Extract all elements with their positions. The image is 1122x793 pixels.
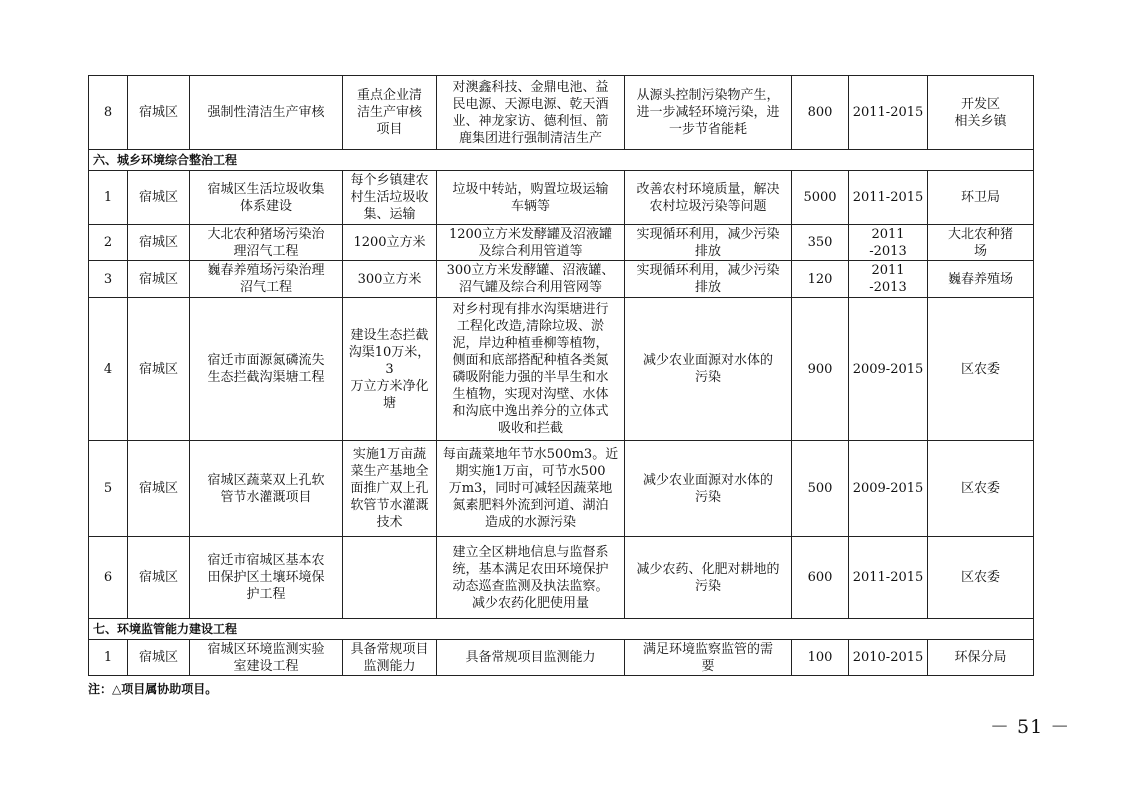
row-number: 1: [89, 171, 128, 225]
district-cell: 宿城区: [128, 76, 190, 150]
scale-cell: 300立方米: [343, 261, 437, 298]
section-title: 六、城乡环境综合整治工程: [89, 150, 1034, 171]
scale-cell: 实施1万亩蔬 菜生产基地全 面推广双上孔 软管节水灌溉 技术: [343, 441, 437, 537]
period-cell: 2009-2015: [849, 441, 928, 537]
content-cell: 每亩蔬菜地年节水500m3。近 期实施1万亩，可节水500 万m3，同时可减轻因蔬菜地 氮素肥料外流到河道、湖泊 造成的水源污染: [437, 441, 625, 537]
period-cell: 2011 -2013: [849, 225, 928, 261]
investment-cell: 500: [792, 441, 849, 537]
section-header-row: [89, 619, 1034, 640]
row-number: 6: [89, 537, 128, 619]
district-cell: 宿城区: [128, 640, 190, 676]
effect-cell: 实现循环利用，减少污染 排放: [625, 225, 792, 261]
effect-cell: 减少农业面源对水体的 污染: [625, 298, 792, 441]
row-number: 2: [89, 225, 128, 261]
district-cell: 宿城区: [128, 225, 190, 261]
content-cell: 1200立方米发酵罐及沼液罐 及综合利用管道等: [437, 225, 625, 261]
responsible-unit-cell: 环保分局: [928, 640, 1034, 676]
investment-cell: 800: [792, 76, 849, 150]
scale-cell: 具备常规项目 监测能力: [343, 640, 437, 676]
investment-cell: 350: [792, 225, 849, 261]
period-cell: 2010-2015: [849, 640, 928, 676]
scale-cell: 重点企业清 洁生产审核 项目: [343, 76, 437, 150]
row-number: 5: [89, 441, 128, 537]
period-cell: 2011-2015: [849, 76, 928, 150]
effect-cell: 实现循环利用，减少污染 排放: [625, 261, 792, 298]
responsible-unit-cell: 大北农种猪 场: [928, 225, 1034, 261]
table-row: [89, 537, 1034, 619]
content-cell: 具备常规项目监测能力: [437, 640, 625, 676]
table-row: [89, 261, 1034, 298]
content-cell: 建立全区耕地信息与监督系 统，基本满足农田环境保护 动态巡查监测及执法监察。 减少农药化肥使用量: [437, 537, 625, 619]
table-row: [89, 640, 1034, 676]
table-row: [89, 441, 1034, 537]
project-name-cell: 宿迁市面源氮磷流失 生态拦截沟渠塘工程: [190, 298, 343, 441]
row-number: 4: [89, 298, 128, 441]
responsible-unit-cell: 环卫局: [928, 171, 1034, 225]
row-number: 3: [89, 261, 128, 298]
district-cell: 宿城区: [128, 537, 190, 619]
period-cell: 2011 -2013: [849, 261, 928, 298]
investment-cell: 120: [792, 261, 849, 298]
scale-cell: 1200立方米: [343, 225, 437, 261]
table-row: [89, 298, 1034, 441]
table-footnote: 注：△项目属协助项目。: [88, 682, 218, 696]
content-cell: 300立方米发酵罐、沼液罐、 沼气罐及综合利用管网等: [437, 261, 625, 298]
content-cell: 垃圾中转站，购置垃圾运输 车辆等: [437, 171, 625, 225]
section-title: 七、环境监管能力建设工程: [89, 619, 1034, 640]
table-row: [89, 76, 1034, 150]
table-row: [89, 225, 1034, 261]
period-cell: 2011-2015: [849, 171, 928, 225]
content-cell: 对澳鑫科技、金鼎电池、益 民电源、天源电源、乾天酒 业、神龙家访、德利恒、箭 鹿集团进行强制清洁生产: [437, 76, 625, 150]
project-name-cell: 宿城区环境监测实验 室建设工程: [190, 640, 343, 676]
project-name-cell: 宿城区生活垃圾收集 体系建设: [190, 171, 343, 225]
effect-cell: 减少农药、化肥对耕地的 污染: [625, 537, 792, 619]
responsible-unit-cell: 巍春养殖场: [928, 261, 1034, 298]
project-name-cell: 巍春养殖场污染治理 沼气工程: [190, 261, 343, 298]
scale-cell: 建设生态拦截 沟渠10万米，3 万立方米净化 塘: [343, 298, 437, 441]
district-cell: 宿城区: [128, 261, 190, 298]
scale-cell: 每个乡镇建农 村生活垃圾收 集、运输: [343, 171, 437, 225]
responsible-unit-cell: 开发区 相关乡镇: [928, 76, 1034, 150]
project-name-cell: 大北农种猪场污染治 理沼气工程: [190, 225, 343, 261]
period-cell: 2011-2015: [849, 537, 928, 619]
investment-cell: 600: [792, 537, 849, 619]
effect-cell: 满足环境监察监管的需 要: [625, 640, 792, 676]
district-cell: 宿城区: [128, 171, 190, 225]
project-name-cell: 宿城区蔬菜双上孔软 管节水灌溉项目: [190, 441, 343, 537]
effect-cell: 改善农村环境质量，解决 农村垃圾污染等问题: [625, 171, 792, 225]
responsible-unit-cell: 区农委: [928, 537, 1034, 619]
effect-cell: 从源头控制污染物产生， 进一步减轻环境污染，进 一步节省能耗: [625, 76, 792, 150]
district-cell: 宿城区: [128, 298, 190, 441]
district-cell: 宿城区: [128, 441, 190, 537]
investment-cell: 900: [792, 298, 849, 441]
project-name-cell: 宿迁市宿城区基本农 田保护区土壤环境保 护工程: [190, 537, 343, 619]
section-header-row: [89, 150, 1034, 171]
page-number: － 51 －: [990, 716, 1071, 738]
content-cell: 对乡村现有排水沟渠塘进行 工程化改造,清除垃圾、淤 泥，岸边种植垂柳等植物， 侧面和底部搭配种植各类氮 磷吸附能力强的半旱生和水 生植物，实现对沟壁、水体 和沟底中逸出养分的立体式 吸收和拦截: [437, 298, 625, 441]
table-row: [89, 171, 1034, 225]
row-number: 1: [89, 640, 128, 676]
investment-cell: 5000: [792, 171, 849, 225]
responsible-unit-cell: 区农委: [928, 441, 1034, 537]
row-number: 8: [89, 76, 128, 150]
investment-cell: 100: [792, 640, 849, 676]
effect-cell: 减少农业面源对水体的 污染: [625, 441, 792, 537]
period-cell: 2009-2015: [849, 298, 928, 441]
project-table: [88, 75, 1034, 676]
scale-cell: [343, 537, 437, 619]
responsible-unit-cell: 区农委: [928, 298, 1034, 441]
project-name-cell: 强制性清洁生产审核: [190, 76, 343, 150]
